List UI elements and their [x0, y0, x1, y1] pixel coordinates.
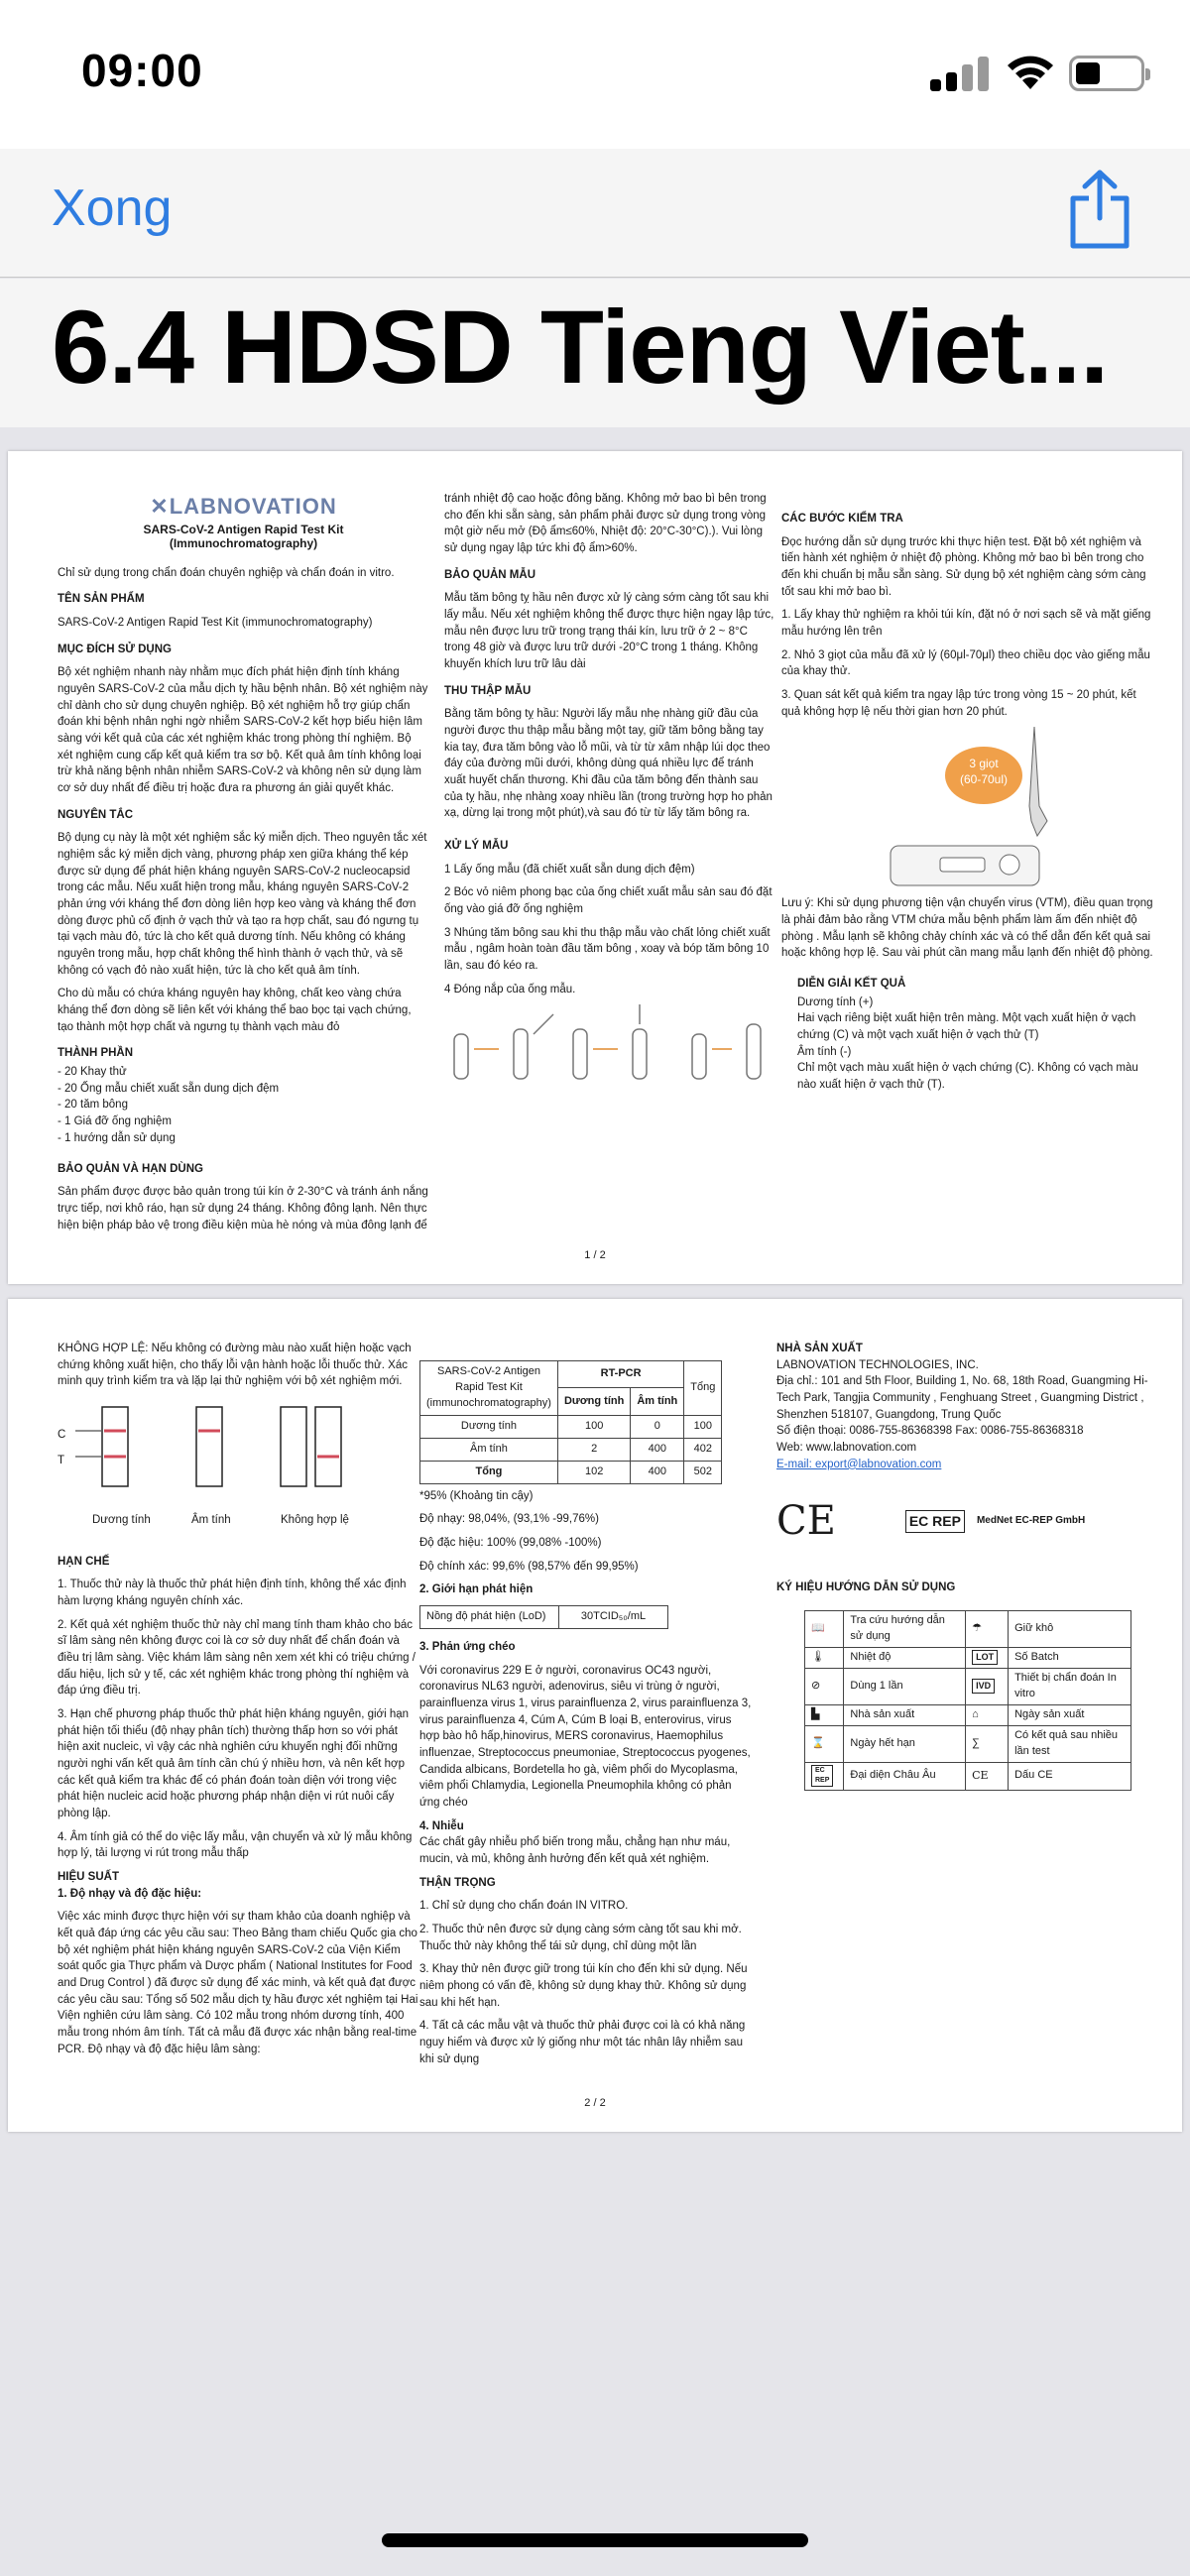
- manufacturer-web: Web: www.labnovation.com: [776, 1442, 917, 1455]
- manufacturer-phone: Số điện thoại: 0086-755-86368398 Fax: 0086-755-86368318: [776, 1425, 1084, 1438]
- lot-icon: LOT: [972, 1650, 998, 1665]
- heading-limitations: HẠN CHẾ: [58, 1555, 110, 1568]
- table-row: [805, 1611, 1131, 1648]
- table-cell: Nhiệt độ: [844, 1647, 966, 1668]
- caution-item: 2. Thuốc thử nên được sử dụng càng sớm càng tốt sau khi mở. Thuốc thử này không thể tái sử dụng, chỉ dùng một lần: [419, 1924, 742, 1952]
- table-cell: Thiết bị chẩn đoán In vitro: [1009, 1668, 1131, 1704]
- table-row: [805, 1762, 1131, 1790]
- table-cell: Có kết quả sau nhiều lần test: [1009, 1725, 1131, 1762]
- lod-table: [419, 1605, 668, 1629]
- heading-symbols: KÝ HIỆU HƯỚNG DẪN SỬ DỤNG: [776, 1581, 956, 1594]
- done-button[interactable]: Xong: [52, 179, 173, 237]
- purpose-text: Bộ xét nghiệm nhanh này nhằm mục đích phát hiện định tính kháng nguyên SARS-CoV-2 của mẫu dịch tỵ hầu bệnh nhân. Bộ xét nghiệm này chỉ dành cho sử dụng chuyên nghiệp. Bộ xét nghiệm hỗ trợ giúp chẩn đoán khi bệnh nhân nghi ngờ nhiễm SARS-CoV-2 kết hợp biểu hiện lâm sàng với kết quả của các xét nghiệm khác trong phòng thí nghiệm. Bộ xét nghiệm cung cấp kết quả kiểm tra sơ bộ. Kết quả âm tính không loại trừ khả năng bệnh nhân nhiễm SARS-CoV-2 và không nên sử dụng làm cơ sở duy nhất để điều trị hoặc đưa ra phương án giải quyết khác.: [58, 666, 428, 795]
- result-positive-label: Dương tính (+): [797, 995, 874, 1008]
- list-item: - 20 Khay thử: [58, 1066, 127, 1079]
- table-cell: Dùng 1 lần: [844, 1668, 966, 1704]
- list-item: - 1 Giá đỡ ống nghiệm: [58, 1115, 172, 1128]
- heading-cross-reactivity: 3. Phản ứng chéo: [419, 1640, 516, 1653]
- table-subheader-negative: Âm tính: [631, 1388, 684, 1415]
- test-cassette-icon: [861, 727, 1059, 890]
- table-cell: Ngày hết hạn: [844, 1725, 966, 1762]
- table-cell: 402: [684, 1438, 722, 1461]
- table-cell: Số Batch: [1009, 1647, 1131, 1668]
- kit-subtitle: (Immunochromatography): [169, 536, 318, 551]
- heading-test-steps: CÁC BƯỚC KIỂM TRA: [781, 513, 903, 525]
- certification-marks: [776, 1492, 1158, 1550]
- ivd-icon: IVD: [972, 1679, 995, 1694]
- cross-reactivity-text: Với coronavirus 229 E ở người, coronavirus OC43 người, coronavirus NL63 người, adenovirus, siêu vi trùng ở người, parainfluenza virus 1, virus parainfluenza 2, virus parainfluenza 3, virus parainfluenza 4, Cúm A, Cúm B loại B, enterovirus, virus hợp bào hô hấp,hinovirus, MERS coronavirus, Haemophilus influenzae, Streptococcus pneumoniae, Streptococcus pyogenes, Candida albicans, Bordetella ho gà, viêm phổi do Mycoplasma, viêm phổi Chlamydia, Legionella Pneumophila không có phản ứng chéo: [419, 1664, 752, 1809]
- principle-text: Bộ dụng cụ này là một xét nghiệm sắc ký miễn dịch. Theo nguyên tắc xét nghiệm sắc ký miễn dịch vàng, phương pháp xen giữa kháng thể kép được sử dụng để phát hiện kháng nguyên SARS-CoV-2 nucleocapsid trong các mẫu. Nếu xuất hiện trong mẫu, kháng nguyên SARS-CoV-2 phản ứng với kháng thể đơn dòng liên hợp keo vàng và kháng thể đơn dòng được phủ cố định ở vạch thử và tạo ra hợp chất, sau đó ngưng tụ tại vạch màu đỏ, tức là cho kết quả dương tính. Nếu không có kháng nguyên trong mẫu, hợp chất không thể hình thành ở vạch thử, và sẽ không có vạch đỏ nào xuất hiện, tức là cho kết quả âm tính.: [58, 832, 427, 977]
- components-list: [58, 1064, 429, 1146]
- interference-text: Các chất gây nhiễu phổ biến trong mẫu, chẳng hạn như máu, mucin, và mủ, không ảnh hưởng đến kết quả xét nghiệm.: [419, 1836, 731, 1865]
- labnovation-logo: ✕LABNOVATION: [150, 494, 337, 519]
- manufacturer-name: LABNOVATION TECHNOLOGIES, INC.: [776, 1358, 979, 1371]
- factory-icon: ▙: [805, 1704, 844, 1725]
- caution-item: 3. Khay thử nên được giữ trong túi kín cho đến khi sử dụng. Nếu niêm phong có vấn đề, không sử dụng khay thử. Không sử dụng sau khi hết hạn.: [419, 1963, 748, 2009]
- heading-purpose: MỤC ĐÍCH SỬ DỤNG: [58, 643, 172, 655]
- table-cell: 400: [631, 1438, 684, 1461]
- cellular-signal-icon: [930, 56, 990, 91]
- sample-processing-illustration: [444, 1004, 776, 1099]
- heading-interference: 4. Nhiễu: [419, 1819, 464, 1832]
- list-item: - 20 Ống mẫu chiết xuất sẵn dung dịch đệm: [58, 1082, 280, 1095]
- note-text: Lưu ý: Khi sử dụng phương tiện vận chuyển virus (VTM), điều quan trọng là phải đảm bảo rằng VTM chứa mẫu bệnh phẩm làm ấm đến nhiệt độ phòng . Mẫu lạnh sẽ không chảy chính xác và có thể dẫn đến kết quả sai hoặc không hợp lệ. Sau vài phút cần mang mẫu lạnh đến nhiệt độ phòng.: [781, 897, 1153, 960]
- page2-column-2: [419, 1360, 752, 2074]
- test-step: 3. Quan sát kết quả kiểm tra ngay lập tức trong vòng 15 ~ 20 phút, kết quả không hợp lệ nếu thời gian hơn 20 phút.: [781, 689, 1136, 718]
- storage-continued: tránh nhiệt độ cao hoặc đông băng. Không mở bao bì bên trong cho đến khi sẵn sàng, sản phẩm phải được sử dụng trong vòng một giờ nếu mở (Độ ẩm≤60%, Nhiệt độ: 20°C-30°C).). Vui lòng sử dụng ngay lập tức khi độ ẩm>60%.: [444, 493, 767, 555]
- caution-item: 4. Tất cả các mẫu vật và thuốc thử phải được coi là có khả năng nguy hiểm và được xử lý giống như một tác nhân lây nhiễm sau khi sử dụng: [419, 2020, 746, 2065]
- caution-item: 1. Chỉ sử dụng cho chẩn đoán IN VITRO.: [419, 1900, 629, 1913]
- ce-icon: CE: [966, 1762, 1009, 1790]
- symbols-table: [804, 1610, 1131, 1791]
- process-step: 3 Nhúng tăm bông sau khi thu thập mẫu vào chất lỏng chiết xuất mẫu , ngâm hoàn toàn đầu tăm bông , xoay và bóp tăm bông 10 lần, sau đó kéo ra.: [444, 926, 771, 973]
- heading-principle: NGUYÊN TẮC: [58, 808, 134, 821]
- list-item: - 1 hướng dẫn sử dụng: [58, 1131, 176, 1144]
- lod-label: Nồng độ phát hiện (LoD): [420, 1605, 559, 1628]
- table-cell: 2: [557, 1438, 630, 1461]
- test-steps-intro: Đọc hướng dẫn sử dụng trước khi thực hiện test. Đặt bộ xét nghiệm và tiến hành xét nghiệm ở nhiệt độ phòng. Không mở bao bì bên trong cho đến khi chuẩn bị mẫu sẵn sàng. Sử dụng bộ xét nghiệm càng sớm càng tốt sau khi mở bao bì.: [781, 535, 1146, 598]
- table-cell: 100: [557, 1415, 630, 1438]
- table-cell: 400: [631, 1461, 684, 1483]
- wifi-icon: [1004, 52, 1057, 93]
- manufacturer-address: Địa chỉ.: 101 and 5th Floor, Building 1, No. 68, 18th Road, Guangming Hi- Tech Park, Tangjia Community , Fenghuang Street , Guangming District , Shenzhen 518107, Guangdong, Trung Quốc: [776, 1375, 1148, 1421]
- strip-t-label: T: [58, 1454, 65, 1466]
- kit-title: SARS-CoV-2 Antigen Rapid Test Kit: [143, 522, 344, 536]
- strip-label-invalid: Không hợp lệ: [281, 1513, 349, 1526]
- table-cell: Tổng: [420, 1461, 558, 1483]
- page2-column-3: [776, 1341, 1158, 1791]
- heading-caution: THẬN TRỌNG: [419, 1876, 496, 1889]
- table-cell: 0: [631, 1415, 684, 1438]
- table-header-kit: SARS-CoV-2 Antigen Rapid Test Kit (immunochromatography): [420, 1361, 558, 1416]
- manufacturer-email[interactable]: E-mail: export@labnovation.com: [776, 1458, 942, 1470]
- result-positive-text: Hai vạch riêng biệt xuất hiện trên màng. Một vạch xuất hiện ở vạch chứng (C) và một vạch xuất hiện ở vạch thử (T): [797, 1012, 1136, 1042]
- table-cell: 102: [557, 1461, 630, 1483]
- interpretation-list: [797, 995, 1153, 1094]
- drop-volume: (60-70ul): [959, 771, 1009, 786]
- table-row: [420, 1438, 722, 1461]
- table-cell: Tra cứu hướng dẫn sử dụng: [844, 1611, 966, 1648]
- control-text: Cho dù mẫu có chứa kháng nguyên hay không, chất keo vàng chứa kháng thể đơn dòng sẽ liên kết với kháng thể bao bọc tại vạch chứng, tạo thành một hợp chất và ngưng tụ thành vạch màu đỏ: [58, 988, 412, 1033]
- strip-label-positive: Dương tính: [92, 1513, 151, 1526]
- thermometer-icon: 🌡: [805, 1647, 844, 1668]
- navigation-bar: [0, 149, 1190, 278]
- document-title: 6.4 HDSD Tieng Viet...: [52, 290, 1109, 406]
- table-cell: Dấu CE: [1009, 1762, 1131, 1790]
- accuracy-value: Độ chính xác: 99,6% (98,57% đến 99,95%): [419, 1560, 639, 1573]
- performance-text: Việc xác minh được thực hiện với sự tham khảo của doanh nghiệp và kết quả đáp ứng các yêu cầu sau: Theo Bảng tham chiếu Quốc gia cho bộ xét nghiệm phát hiện kháng nguyên SARS-CoV-2 của Viện Kiểm soát quốc gia Thực phẩm và Dược phẩm ( National Institutes for Food and Drug Control ) đã được sử dụng để xác minh, và kết quả đạt được các yêu cầu sau: Tổng số 502 mẫu dịch tỵ hầu được xét nghiệm tại Hai Viện nghiên cứu lâm sàng. Có 102 mẫu trong nhóm dương tính, 400 mẫu trong nhóm âm tính. Tất cả mẫu đã được xác nhận bằng real-time PCR. Độ nhạy và độ đặc hiệu lâm sàng:: [58, 1911, 418, 2055]
- intro-text: Chỉ sử dụng trong chẩn đoán chuyên nghiệp và chẩn đoán in vitro.: [58, 566, 395, 579]
- document-title-area: [0, 279, 1190, 427]
- heading-storage: BẢO QUẢN VÀ HẠN DÙNG: [58, 1162, 203, 1175]
- table-row: [805, 1725, 1131, 1762]
- lod-value: 30TCID₅₀/mL: [559, 1605, 668, 1628]
- table-cell: Giữ khô: [1009, 1611, 1131, 1648]
- sensitivity-value: Độ nhạy: 98,04%, (93,1% -99,76%): [419, 1513, 599, 1526]
- ce-mark: CE: [776, 1498, 836, 1545]
- ec-rep-icon: EC REP: [811, 1765, 833, 1787]
- limitation-item: 4. Âm tính giả có thể do việc lấy mẫu, vận chuyển và xử lý mẫu không hợp lý, tải lượng vi rút trong mẫu thấp: [58, 1830, 413, 1860]
- heading-performance: HIỆU SUẤT: [58, 1871, 119, 1884]
- table-cell: Dương tính: [420, 1415, 558, 1438]
- table-cell: Âm tính: [420, 1438, 558, 1461]
- drop-illustration: [781, 727, 1153, 895]
- home-indicator[interactable]: [382, 2533, 808, 2547]
- table-row: [805, 1704, 1131, 1725]
- strip-labels: [58, 1428, 419, 1536]
- heading-processing: XỬ LÝ MẪU: [444, 840, 509, 853]
- collection-text: Bằng tăm bông tỵ hầu: Người lấy mẫu nhẹ nhàng giữ đầu của người được thu thập mẫu bằng một tay, giữ tăm bông bằng tay kia tay, đưa tăm bông vào lỗ mũi, và từ từ xâm nhập lúi dọc theo đáy của đường mũi dưới, không dùng quá nhiều lực để tránh xuất huyết chấn thương. Khi đầu của tăm bông đến thành sau của tỵ hầu, nhẹ nhàng xoay nhiều lần (trong trường hợp ho phản xạ, dừng lại trong một phút),và sau đó từ từ lấy tăm bông ra.: [444, 708, 773, 820]
- table-cell: Đại diện Châu Âu: [844, 1762, 966, 1790]
- strip-label-negative: Âm tính: [191, 1513, 231, 1526]
- limitation-item: 1. Thuốc thử này là thuốc thử phát hiện định tính, không thể xác định hàm lượng kháng nguyên chính xác.: [58, 1579, 407, 1608]
- table-row: [805, 1668, 1131, 1704]
- share-icon[interactable]: [1065, 169, 1134, 250]
- sample-storage-text: Mẫu tăm bông tỵ hầu nên được xử lý càng sớm càng tốt sau khi lấy mẫu. Nếu xét nghiệm không thể được thực hiện ngay lập tức, mẫu nên được lưu trữ trong trạng thái kín, lưu trữ ở 2 ~ 8°C trong 48 giờ và được lưu trữ dưới -20°C trong 1 tháng. Không khuyến khích lưu trữ lâu dài: [444, 592, 774, 671]
- table-cell: 100: [684, 1415, 722, 1438]
- drop-count: 3 giọt: [969, 757, 999, 771]
- ec-rep-mark: EC REP: [905, 1510, 965, 1532]
- heading-sensitivity: 1. Độ nhạy và độ đặc hiệu:: [58, 1887, 202, 1900]
- product-name: SARS-CoV-2 Antigen Rapid Test Kit (immunochromatography): [58, 617, 373, 630]
- ec-rep-info: MedNet EC-REP GmbH: [976, 1515, 1086, 1527]
- process-step: 1 Lấy ống mẫu (đã chiết xuất sẵn dung dịch đệm): [444, 863, 695, 876]
- table-row: [420, 1415, 722, 1438]
- process-step: 2 Bóc vỏ niêm phong bạc của ống chiết xuất mẫu sản sau đó đặt ống vào giá đỡ ống nghiệm: [444, 886, 773, 916]
- heading-product-name: TÊN SẢN PHẨM: [58, 593, 145, 606]
- hourglass-icon: ⌛: [805, 1725, 844, 1762]
- umbrella-icon: ☂: [966, 1611, 1009, 1648]
- book-icon: 📖: [805, 1611, 844, 1648]
- heading-lod: 2. Giới hạn phát hiện: [419, 1583, 534, 1596]
- test-step: 2. Nhỏ 3 giọt của mẫu đã xử lý (60μl-70μl) theo chiều dọc vào giếng mẫu của khay thử.: [781, 648, 1150, 678]
- result-strips-illustration: [58, 1397, 375, 1516]
- table-cell: 502: [684, 1461, 722, 1483]
- list-item: - 20 tăm bông: [58, 1099, 128, 1112]
- table-subheader-positive: Dương tính: [557, 1388, 630, 1415]
- heading-components: THÀNH PHẦN: [58, 1047, 134, 1060]
- page-number: 2 / 2: [584, 2097, 606, 2110]
- heading-collection: THU THẬP MẪU: [444, 684, 532, 697]
- heading-manufacturer: NHÀ SẢN XUẤT: [776, 1343, 863, 1354]
- no-reuse-icon: ⊘: [805, 1668, 844, 1704]
- status-bar: [0, 0, 1190, 149]
- page-number: 1 / 2: [584, 1249, 606, 1262]
- storage-text: Sản phẩm được được bảo quản trong túi kín ở 2-30°C và tránh ánh nắng trực tiếp, nơi khô ráo, hạn sử dụng 24 tháng. Không đông lạnh. Nên thực hiện biện pháp bảo vệ trong điều kiện mùa hè nóng và mùa đông lạnh để: [58, 1186, 428, 1231]
- table-row: [420, 1461, 722, 1483]
- performance-table: [419, 1360, 722, 1484]
- confidence-note: *95% (Khoảng tin cậy): [419, 1489, 534, 1502]
- status-time: 09:00: [81, 45, 203, 96]
- table-cell: Nhà sản xuất: [844, 1704, 966, 1725]
- table-header-pcr: RT-PCR: [557, 1361, 683, 1388]
- document-page-1: [8, 451, 1182, 1284]
- page1-column-2: [444, 491, 776, 1105]
- test-count-icon: ∑: [966, 1725, 1009, 1762]
- limitation-item: 3. Hạn chế phương pháp thuốc thử phát hiện kháng nguyên, giới hạn phát hiện tối thiểu (độ nhạy phân tích) thường thấp hơn so với phát hiện axit nucleic, vì vậy các nhà nghiên cứu khuyến nghị đối những người nghi vấn kết quả âm tính cần chú ý nhiều hơn, và nên kết hợp các kết quả kiểm tra khác để có phán đoán toàn diện với trong việc phát hiện nucleic acid hoặc phương pháp nhận diện vi rút nuôi cấy phòng lập.: [58, 1708, 410, 1820]
- invalid-text: KHÔNG HỢP LỆ: Nếu không có đường màu nào xuất hiện hoặc vạch chứng không xuất hiện, cho thấy lỗi vận hành hoặc lỗi thuốc thử. Xác minh quy trình kiểm tra và lặp lại thử nghiệm với bộ xét nghiệm mới.: [58, 1343, 412, 1388]
- battery-icon: [1069, 56, 1144, 91]
- strip-c-label: C: [58, 1428, 66, 1441]
- page1-column-1: [58, 491, 429, 1240]
- manufacture-date-icon: ⌂: [966, 1704, 1009, 1725]
- heading-sample-storage: BẢO QUẢN MẪU: [444, 568, 536, 581]
- table-cell: Ngày sản xuất: [1009, 1704, 1131, 1725]
- page2-column-1: [58, 1341, 419, 2065]
- specificity-value: Độ đặc hiệu: 100% (99,08% -100%): [419, 1536, 602, 1549]
- page1-column-3: [781, 491, 1153, 1094]
- table-header-total: Tổng: [684, 1361, 722, 1416]
- process-step: 4 Đóng nắp của ống mẫu.: [444, 983, 576, 995]
- table-row: [805, 1647, 1131, 1668]
- result-negative-text: Chỉ một vạch màu xuất hiện ở vạch chứng (C). Không có vạch màu nào xuất hiện ở vạch thử (T).: [797, 1062, 1138, 1092]
- heading-interpretation: DIỄN GIẢI KẾT QUẢ: [797, 978, 906, 991]
- test-step: 1. Lấy khay thử nghiệm ra khỏi túi kín, đặt nó ở nơi sạch sẽ và mặt giếng mẫu hướng lên trên: [781, 609, 1151, 639]
- result-negative-label: Âm tính (-): [797, 1045, 852, 1058]
- limitation-item: 2. Kết quả xét nghiệm thuốc thử này chỉ mang tính tham khảo cho bác sĩ lâm sàng nên không được coi là cơ sở duy nhất để chẩn đoán và điều trị lâm sàng. Việc khám lâm sàng nên xem xét khi có triệu chứng / dấu hiệu, lịch sử y tế, các xét nghiệm khác trong phòng thí nghiệm và đáp ứng điều trị.: [58, 1618, 416, 1698]
- document-page-2: [8, 1299, 1182, 2132]
